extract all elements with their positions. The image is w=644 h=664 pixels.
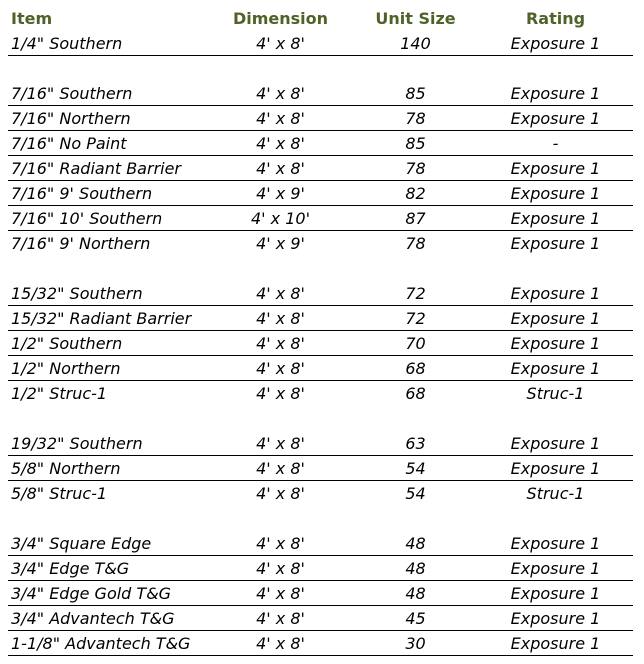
table-row xyxy=(8,381,633,406)
item-cell: 5/8" Struc-1 xyxy=(11,484,108,503)
table-header xyxy=(8,6,633,31)
rating-cell: Exposure 1 xyxy=(510,359,601,378)
unit-size-cell: 140 xyxy=(400,34,431,53)
unit-size-cell: 54 xyxy=(405,484,426,503)
item-cell: 7/16" 10' Southern xyxy=(11,209,163,228)
item-cell: 5/8" Northern xyxy=(11,459,121,478)
table-row xyxy=(8,181,633,206)
item-cell: 7/16" Southern xyxy=(11,84,133,103)
item-cell: 3/4" Edge T&G xyxy=(11,559,130,578)
item-cell: 7/16" 9' Southern xyxy=(11,184,153,203)
spacer-row xyxy=(8,56,633,81)
table-row xyxy=(8,556,633,581)
unit-size-cell: 68 xyxy=(405,359,426,378)
rating-cell: Exposure 1 xyxy=(510,334,601,353)
item-cell: 19/32" Southern xyxy=(11,434,143,453)
rating-cell: Exposure 1 xyxy=(510,459,601,478)
item-cell: 1/2" Struc-1 xyxy=(11,384,108,403)
item-cell: 1/2" Southern xyxy=(11,334,123,353)
dimension-cell: 4' x 8' xyxy=(256,309,305,328)
item-cell: 3/4" Edge Gold T&G xyxy=(11,584,172,603)
table-row xyxy=(8,581,633,606)
unit-size-cell: 85 xyxy=(405,134,426,153)
dimension-cell: 4' x 8' xyxy=(256,109,305,128)
header-item: Item xyxy=(11,9,53,28)
dimension-cell: 4' x 8' xyxy=(256,284,305,303)
rating-cell: Exposure 1 xyxy=(510,584,601,603)
item-cell: 7/16" No Paint xyxy=(11,134,127,153)
unit-size-cell: 87 xyxy=(405,209,426,228)
rating-cell: Exposure 1 xyxy=(510,34,601,53)
spacer-row xyxy=(8,406,633,431)
table-row xyxy=(8,106,633,131)
item-cell: 1-1/8" Advantech T&G xyxy=(11,634,191,653)
item-cell: 15/32" Southern xyxy=(11,284,143,303)
item-cell: 1/4" Southern xyxy=(11,34,123,53)
dimension-cell: 4' x 8' xyxy=(256,609,305,628)
table-row xyxy=(8,231,633,256)
dimension-cell: 4' x 8' xyxy=(256,134,305,153)
rating-cell: Exposure 1 xyxy=(510,84,601,103)
dimension-cell: 4' x 8' xyxy=(256,159,305,178)
item-cell: 15/32" Radiant Barrier xyxy=(11,309,192,328)
unit-size-cell: 82 xyxy=(405,184,426,203)
dimension-cell: 4' x 9' xyxy=(256,184,305,203)
price-table xyxy=(8,6,633,656)
unit-size-cell: 45 xyxy=(405,609,426,628)
dimension-cell: 4' x 8' xyxy=(256,459,305,478)
unit-size-cell: 85 xyxy=(405,84,426,103)
table-row xyxy=(8,456,633,481)
table-row xyxy=(8,31,633,56)
spacer-row xyxy=(8,256,633,281)
rating-cell: Exposure 1 xyxy=(510,159,601,178)
rating-cell: Exposure 1 xyxy=(510,559,601,578)
dimension-cell: 4' x 8' xyxy=(256,484,305,503)
item-cell: 7/16" Radiant Barrier xyxy=(11,159,182,178)
table-row xyxy=(8,281,633,306)
rating-cell: Exposure 1 xyxy=(510,634,601,653)
item-cell: 7/16" 9' Northern xyxy=(11,234,151,253)
header-unit-size: Unit Size xyxy=(375,9,456,28)
dimension-cell: 4' x 8' xyxy=(256,334,305,353)
table-row xyxy=(8,356,633,381)
rating-cell: Struc-1 xyxy=(526,484,585,503)
dimension-cell: 4' x 8' xyxy=(256,384,305,403)
table-row xyxy=(8,131,633,156)
unit-size-cell: 54 xyxy=(405,459,426,478)
dimension-cell: 4' x 9' xyxy=(256,234,305,253)
spacer-row xyxy=(8,506,633,531)
rating-cell: Exposure 1 xyxy=(510,209,601,228)
item-cell: 7/16" Northern xyxy=(11,109,131,128)
table-row xyxy=(8,431,633,456)
dimension-cell: 4' x 8' xyxy=(256,434,305,453)
dimension-cell: 4' x 8' xyxy=(256,534,305,553)
unit-size-cell: 78 xyxy=(405,109,426,128)
dimension-cell: 4' x 8' xyxy=(256,34,305,53)
item-cell: 1/2" Northern xyxy=(11,359,121,378)
unit-size-cell: 78 xyxy=(405,234,426,253)
dimension-cell: 4' x 8' xyxy=(256,559,305,578)
dimension-cell: 4' x 8' xyxy=(256,84,305,103)
unit-size-cell: 72 xyxy=(405,284,426,303)
unit-size-cell: 72 xyxy=(405,309,426,328)
table-row xyxy=(8,631,633,656)
table-row xyxy=(8,606,633,631)
rating-cell: Exposure 1 xyxy=(510,534,601,553)
header-rating: Rating xyxy=(525,9,586,28)
rating-cell: Exposure 1 xyxy=(510,109,601,128)
rating-cell: Exposure 1 xyxy=(510,284,601,303)
table-row xyxy=(8,331,633,356)
unit-size-cell: 70 xyxy=(405,334,426,353)
rating-cell: - xyxy=(552,134,559,153)
table-body xyxy=(8,31,633,656)
rating-cell: Exposure 1 xyxy=(510,234,601,253)
table-row xyxy=(8,306,633,331)
unit-size-cell: 48 xyxy=(405,559,426,578)
rating-cell: Struc-1 xyxy=(526,384,585,403)
rating-cell: Exposure 1 xyxy=(510,309,601,328)
dimension-cell: 4' x 10' xyxy=(251,209,310,228)
dimension-cell: 4' x 8' xyxy=(256,359,305,378)
table-row xyxy=(8,206,633,231)
table-row xyxy=(8,81,633,106)
table-row xyxy=(8,531,633,556)
unit-size-cell: 78 xyxy=(405,159,426,178)
unit-size-cell: 68 xyxy=(405,384,426,403)
unit-size-cell: 48 xyxy=(405,584,426,603)
unit-size-cell: 30 xyxy=(405,634,426,653)
item-cell: 3/4" Square Edge xyxy=(11,534,152,553)
dimension-cell: 4' x 8' xyxy=(256,584,305,603)
rating-cell: Exposure 1 xyxy=(510,184,601,203)
table-row xyxy=(8,481,633,506)
item-cell: 3/4" Advantech T&G xyxy=(11,609,175,628)
header-dimension: Dimension xyxy=(232,9,329,28)
rating-cell: Exposure 1 xyxy=(510,609,601,628)
unit-size-cell: 48 xyxy=(405,534,426,553)
table-row xyxy=(8,156,633,181)
unit-size-cell: 63 xyxy=(405,434,426,453)
rating-cell: Exposure 1 xyxy=(510,434,601,453)
dimension-cell: 4' x 8' xyxy=(256,634,305,653)
